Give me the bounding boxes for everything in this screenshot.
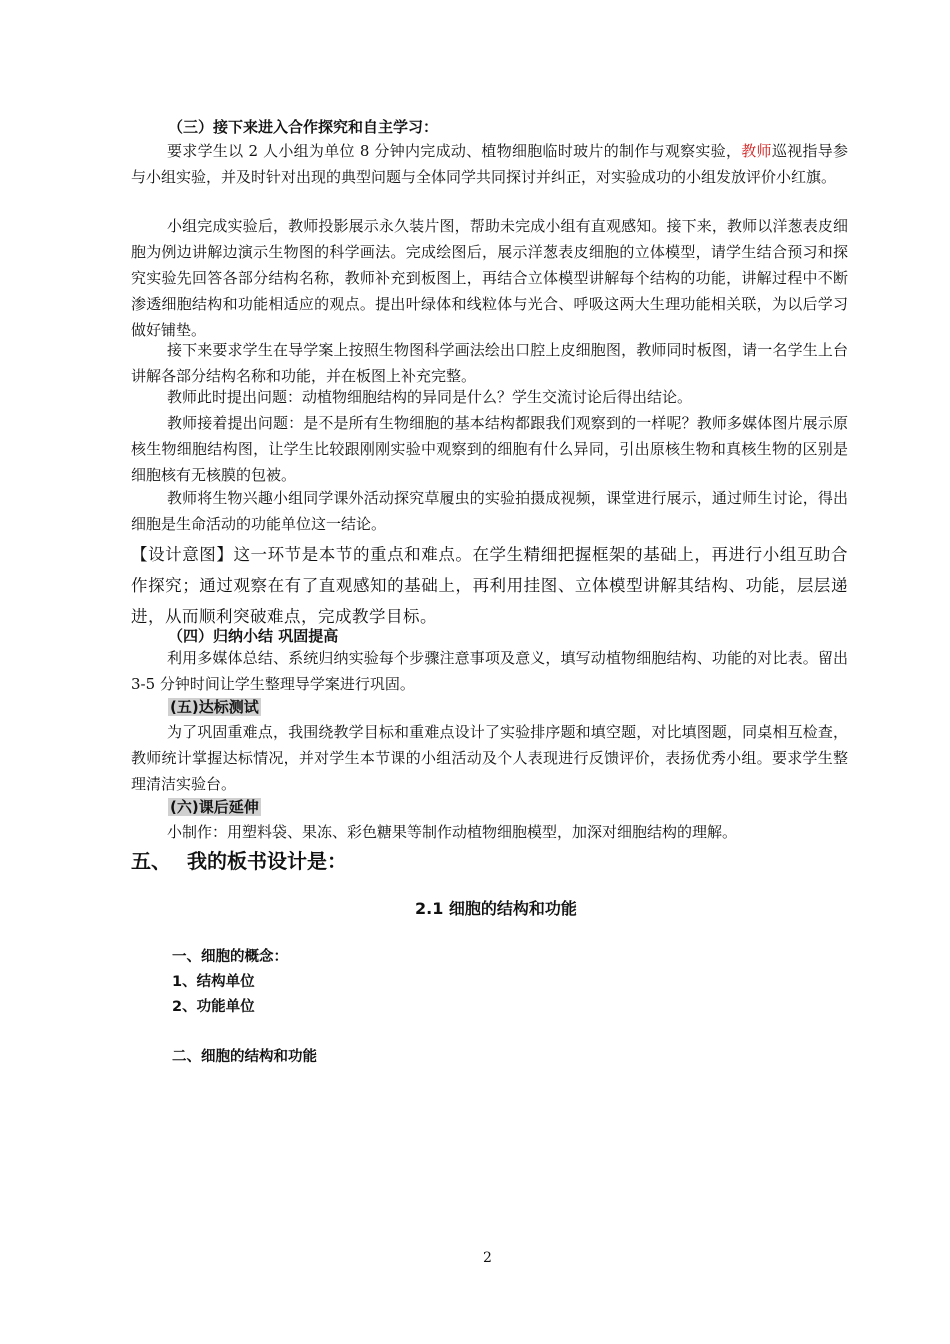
page-number: 2 — [483, 1250, 492, 1266]
paragraph-text: 巡视指导参与小组实验，并及时针对出现的典型问题与全体同学共同探讨并纠正，对实验成功的小组发放评价小红旗。 — [131, 142, 848, 186]
section3-paragraph-1 — [131, 138, 848, 190]
board-line-function-unit: 2、功能单位 — [172, 999, 255, 1015]
section5-heading — [168, 696, 261, 718]
section3-paragraph-5: 教师接着提出问题：是不是所有生物细胞的基本结构都跟我们观察到的一样呢？教师多媒体图片展示原核生物细胞结构图，让学生比较跟刚刚实验中观察到的细胞有什么异同，引出原核生物和真核生物的区别是细胞核有无核膜的包被。 — [131, 414, 848, 484]
section6-heading — [168, 796, 261, 818]
section3-heading: （三）接下来进入合作探究和自主学习： — [168, 118, 439, 136]
board-design-number: 五、 — [131, 849, 171, 873]
section5-heading-text: (五)达标测试 — [170, 698, 259, 716]
board-line-structure-unit: 1、结构单位 — [172, 974, 255, 990]
design-intent-paragraph: 【设计意图】这一环节是本节的重点和难点。在学生精细把握框架的基础上，再进行小组互助合作探究；通过观察在有了直观感知的基础上，再利用挂图、立体模型讲解其结构、功能，层层递进，从而顺利突破难点，完成教学目标。 — [131, 545, 848, 626]
section6-paragraph: 小制作：用塑料袋、果冻、彩色糖果等制作动植物细胞模型，加深对细胞结构的理解。 — [167, 823, 738, 841]
section3-paragraph-2: 小组完成实验后，教师投影展示永久装片图，帮助未完成小组有直观感知。接下来，教师以洋葱表皮细胞为例边讲解边演示生物图的科学画法。完成绘图后，展示洋葱表皮细胞的立体模型，请学生结合预习和探究实验先回答各部分结构名称，教师补充到板图上，再结合立体模型讲解每个结构的功能，讲解过程中不断渗透细胞结构和功能相适应的观点。提出叶绿体和线粒体与光合、呼吸这两大生理功能相关联，为以后学习做好铺垫。 — [131, 217, 848, 339]
board-title: 2.1 细胞的结构和功能 — [415, 899, 577, 918]
section3-paragraph-4: 教师此时提出问题：动植物细胞结构的异同是什么？学生交流讨论后得出结论。 — [167, 388, 693, 406]
section3-paragraph-3: 接下来要求学生在导学案上按照生物图科学画法绘出口腔上皮细胞图，教师同时板图，请一名学生上台讲解各部分结构名称和功能，并在板图上补充完整。 — [131, 341, 848, 385]
section6-heading-text: (六)课后延伸 — [170, 798, 259, 816]
section4-heading: （四）归纳小结 巩固提高 — [168, 627, 339, 645]
paragraph-text: 要求学生以 2 人小组为单位 8 分钟内完成动、植物细胞临时玻片的制作与观察实验， — [167, 142, 742, 160]
section5-paragraph: 为了巩固重难点，我围绕教学目标和重难点设计了实验排序题和填空题，对比填图题，同桌相互检查，教师统计掌握达标情况，并对学生本节课的小组活动及个人表现进行反馈评价，表扬优秀小组。要求学生整理清洁实验台。 — [131, 723, 848, 793]
section4-paragraph: 利用多媒体总结、系统归纳实验每个步骤注意事项及意义，填写动植物细胞结构、功能的对比表。留出 3-5 分钟时间让学生整理导学案进行巩固。 — [131, 649, 848, 693]
section3-paragraph-6: 教师将生物兴趣小组同学课外活动探究草履虫的实验拍摄成视频，课堂进行展示，通过师生讨论，得出细胞是生命活动的功能单位这一结论。 — [131, 489, 848, 533]
board-line-concept: 一、细胞的概念： — [172, 949, 288, 965]
board-design-heading — [131, 845, 347, 874]
board-design-title-text: 我的板书设计是： — [187, 849, 347, 873]
board-line-structure-function: 二、细胞的结构和功能 — [172, 1049, 317, 1065]
highlighted-word-teacher: 教师 — [741, 142, 772, 160]
